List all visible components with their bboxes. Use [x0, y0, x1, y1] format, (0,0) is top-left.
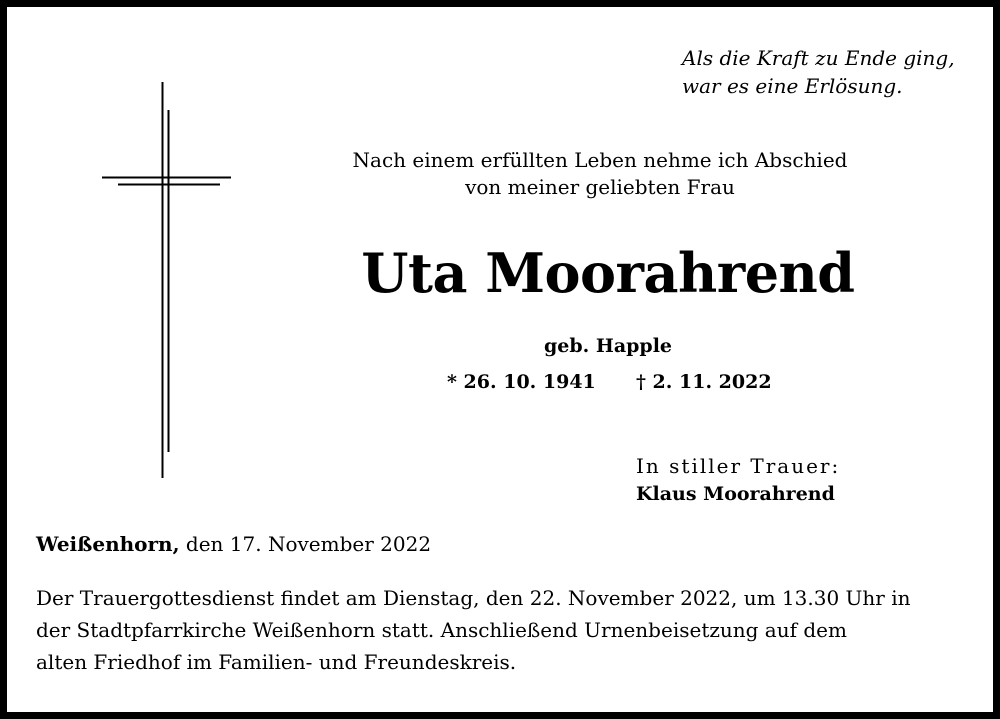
place-date: [36, 530, 431, 558]
service-line-3: alten Friedhof im Familien- und Freundeskreis.: [36, 650, 517, 674]
intro-text: [300, 147, 900, 201]
mourning-label: In stiller Trauer:: [636, 454, 841, 478]
place: Weißenhorn,: [36, 532, 180, 556]
intro-line-1: Nach einem erfüllten Leben nehme ich Abschied: [352, 148, 848, 172]
motto-line-2: war es eine Erlösung.: [682, 74, 903, 98]
service-info: [36, 582, 976, 678]
motto-quote: [682, 44, 955, 100]
service-line-1: Der Trauergottesdienst findet am Dienstag, den 22. November 2022, um 13.30 Uhr in: [36, 586, 911, 610]
death-date: † 2. 11. 2022: [636, 371, 772, 393]
birth-date: * 26. 10. 1941: [447, 371, 596, 393]
mourner-name: Klaus Moorahrend: [636, 483, 835, 505]
date: den 17. November 2022: [179, 532, 432, 556]
deceased-name: Uta Moorahrend: [361, 241, 855, 305]
motto-line-1: Als die Kraft zu Ende ging,: [682, 46, 955, 70]
maiden-name: geb. Happle: [543, 335, 673, 357]
service-line-2: der Stadtpfarrkirche Weißenhorn statt. Anschließend Urnenbeisetzung auf dem: [36, 618, 847, 642]
intro-line-2: von meiner geliebten Frau: [465, 175, 735, 199]
